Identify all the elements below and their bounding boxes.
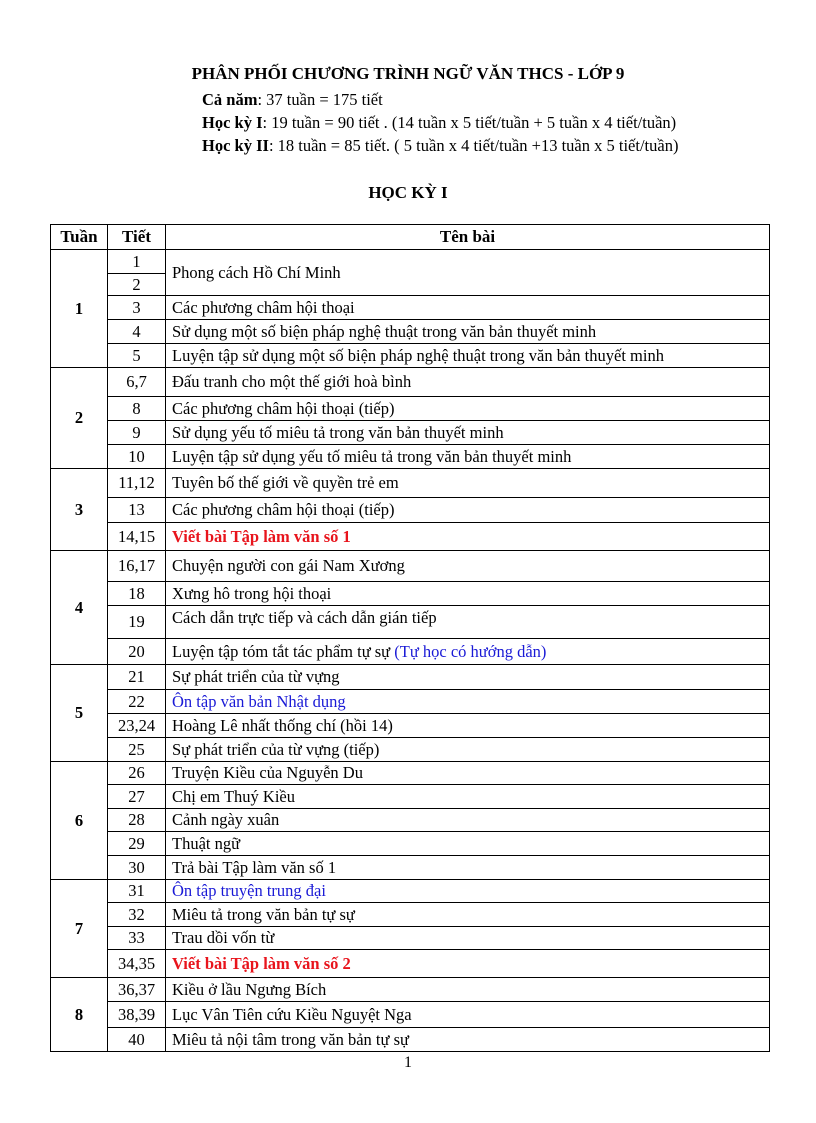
table-row (51, 785, 770, 809)
period-cell: 5 (108, 344, 166, 368)
table-row (51, 1028, 770, 1052)
week-cell: 6 (51, 762, 108, 880)
table-row (51, 469, 770, 498)
lesson-cell: Cách dẫn trực tiếp và cách dẫn gián tiếp (166, 606, 770, 639)
lesson-cell: Kiều ở lầu Ngưng Bích (166, 978, 770, 1002)
period-cell: 26 (108, 762, 166, 785)
table-row (51, 445, 770, 469)
lesson-cell: Trau dồi vốn từ (166, 927, 770, 950)
lesson-cell: Chị em Thuý Kiều (166, 785, 770, 809)
table-row (51, 397, 770, 421)
lesson-cell: Thuật ngữ (166, 832, 770, 856)
lesson-cell: Xưng hô trong hội thoại (166, 582, 770, 606)
lesson-cell: Các phương châm hội thoại (tiếp) (166, 498, 770, 523)
period-cell: 36,37 (108, 978, 166, 1002)
period-cell: 13 (108, 498, 166, 523)
table-row (51, 665, 770, 690)
lesson-cell: Tuyên bố thế giới về quyền trẻ em (166, 469, 770, 498)
lesson-cell: Các phương châm hội thoại (166, 296, 770, 320)
table-row (51, 421, 770, 445)
period-cell: 16,17 (108, 551, 166, 582)
table-row (51, 714, 770, 738)
hk1-summary (202, 113, 676, 133)
lesson-cell: Sử dụng một số biện pháp nghệ thuật trong văn bản thuyết minh (166, 320, 770, 344)
lesson-cell: Sử dụng yếu tố miêu tả trong văn bản thuyết minh (166, 421, 770, 445)
lesson-cell: Hoàng Lê nhất thống chí (hồi 14) (166, 714, 770, 738)
table-row (51, 738, 770, 762)
lesson-cell: Luyện tập sử dụng yếu tố miêu tả trong văn bản thuyết minh (166, 445, 770, 469)
period-cell: 8 (108, 397, 166, 421)
table-row (51, 320, 770, 344)
period-cell: 11,12 (108, 469, 166, 498)
table-row (51, 809, 770, 832)
lesson-cell-highlight: Viết bài Tập làm văn số 2 (166, 950, 770, 978)
header-week: Tuần (51, 225, 108, 250)
page-number: 1 (404, 1054, 412, 1071)
hk2-value: : 18 tuần = 85 tiết. ( 5 tuần x 4 tiết/tuần +13 tuần x 5 tiết/tuần) (268, 136, 679, 155)
curriculum-table (50, 224, 770, 1052)
period-cell: 1 (108, 250, 166, 274)
period-cell: 2 (108, 274, 166, 296)
hk1-label: Học kỳ I (202, 113, 263, 132)
lesson-cell: Sự phát triển của từ vựng (166, 665, 770, 690)
period-cell: 18 (108, 582, 166, 606)
lesson-cell: Sự phát triển của từ vựng (tiếp) (166, 738, 770, 762)
period-cell: 14,15 (108, 523, 166, 551)
period-cell: 27 (108, 785, 166, 809)
lesson-cell-review: Ôn tập truyện trung đại (166, 880, 770, 903)
hk1-value: : 19 tuần = 90 tiết . (14 tuần x 5 tiết/tuần + 5 tuần x 4 tiết/tuần) (262, 113, 677, 132)
table-row (51, 927, 770, 950)
period-cell: 33 (108, 927, 166, 950)
table-row (51, 498, 770, 523)
table-header-row (51, 225, 770, 250)
table-row (51, 606, 770, 639)
table-row (51, 832, 770, 856)
year-label: Cả năm (202, 90, 258, 109)
table-row (51, 950, 770, 978)
hk2-label: Học kỳ II (202, 136, 269, 155)
period-cell: 32 (108, 903, 166, 927)
period-cell: 21 (108, 665, 166, 690)
lesson-cell: Chuyện người con gái Nam Xương (166, 551, 770, 582)
table-row (51, 523, 770, 551)
period-cell: 6,7 (108, 368, 166, 397)
lesson-cell: Các phương châm hội thoại (tiếp) (166, 397, 770, 421)
table-row (51, 551, 770, 582)
table-row (51, 582, 770, 606)
week-cell: 4 (51, 551, 108, 665)
lesson-cell: Cảnh ngày xuân (166, 809, 770, 832)
lesson-cell: Lục Vân Tiên cứu Kiều Nguyệt Nga (166, 1002, 770, 1028)
period-cell: 29 (108, 832, 166, 856)
period-cell: 34,35 (108, 950, 166, 978)
lesson-cell (166, 639, 770, 665)
table-row (51, 1002, 770, 1028)
table-row (51, 903, 770, 927)
lesson-cell-highlight: Viết bài Tập làm văn số 1 (166, 523, 770, 551)
table-row (51, 856, 770, 880)
table-row (51, 762, 770, 785)
table-row (51, 344, 770, 368)
year-summary (202, 90, 383, 110)
period-cell: 4 (108, 320, 166, 344)
period-cell: 10 (108, 445, 166, 469)
period-cell: 30 (108, 856, 166, 880)
period-cell: 3 (108, 296, 166, 320)
period-cell: 23,24 (108, 714, 166, 738)
week-cell: 2 (51, 368, 108, 469)
lesson-text: Luyện tập tóm tắt tác phẩm tự sự (172, 641, 391, 661)
period-cell: 28 (108, 809, 166, 832)
semester-title: HỌC KỲ I (368, 183, 448, 202)
hk2-summary (202, 136, 678, 156)
lesson-cell: Trả bài Tập làm văn số 1 (166, 856, 770, 880)
table-row (51, 978, 770, 1002)
lesson-cell: Miêu tả nội tâm trong văn bản tự sự (166, 1028, 770, 1052)
lesson-cell: Truyện Kiều của Nguyễn Du (166, 762, 770, 785)
table-row (51, 690, 770, 714)
week-cell: 5 (51, 665, 108, 762)
table-row (51, 880, 770, 903)
table-row (51, 250, 770, 274)
document-title: PHÂN PHỐI CHƯƠNG TRÌNH NGỮ VĂN THCS - LỚP 9 (191, 64, 625, 83)
lesson-cell: Luyện tập sử dụng một số biện pháp nghệ thuật trong văn bản thuyết minh (166, 344, 770, 368)
year-value: : 37 tuần = 175 tiết (257, 90, 383, 109)
period-cell: 25 (108, 738, 166, 762)
week-cell: 1 (51, 250, 108, 368)
period-cell: 40 (108, 1028, 166, 1052)
week-cell: 8 (51, 978, 108, 1052)
lesson-cell: Phong cách Hồ Chí Minh (166, 250, 770, 296)
period-cell: 9 (108, 421, 166, 445)
period-cell: 20 (108, 639, 166, 665)
period-cell: 19 (108, 606, 166, 639)
week-cell: 3 (51, 469, 108, 551)
table-row (51, 639, 770, 665)
lesson-cell: Miêu tả trong văn bản tự sự (166, 903, 770, 927)
header-period: Tiết (108, 225, 166, 250)
period-cell: 22 (108, 690, 166, 714)
period-cell: 38,39 (108, 1002, 166, 1028)
lesson-cell-review: Ôn tập văn bản Nhật dụng (166, 690, 770, 714)
period-cell: 31 (108, 880, 166, 903)
table-row (51, 296, 770, 320)
week-cell: 7 (51, 880, 108, 978)
self-study-note: (Tự học có hướng dẫn) (394, 641, 547, 661)
table-row (51, 368, 770, 397)
lesson-cell: Đấu tranh cho một thế giới hoà bình (166, 368, 770, 397)
header-lesson: Tên bài (166, 225, 770, 250)
